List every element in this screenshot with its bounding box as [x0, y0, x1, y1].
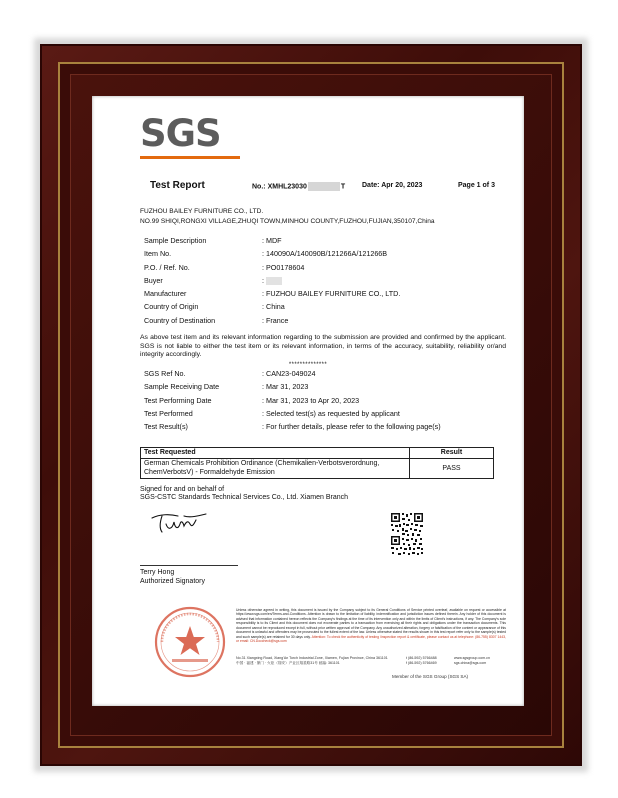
info-key: Country of Destination [144, 315, 216, 325]
result-cell: PASS [410, 459, 494, 479]
info-value: : China [262, 303, 285, 312]
report-title: Test Report [150, 180, 205, 191]
telephone: t (86-592) 5766488 [406, 656, 437, 660]
info-value: : For further details, please refer to the following page(s) [262, 423, 441, 432]
info-value: : Mar 31, 2023 to Apr 20, 2023 [262, 397, 359, 406]
branch-address [236, 656, 506, 666]
sample-info-list [144, 237, 510, 330]
applicant-block [140, 208, 435, 228]
info-row [144, 410, 510, 423]
report-page: Page 1 of 3 [458, 182, 495, 189]
info-value: : Mar 31, 2023 [262, 383, 308, 392]
company-seal-stamp [152, 604, 228, 680]
info-row [144, 237, 510, 250]
signature-line [140, 565, 238, 566]
report-date: Date: Apr 20, 2023 [362, 182, 423, 189]
document-body [92, 96, 524, 706]
info-value: : CAN23-049024 [262, 370, 316, 379]
address-chinese: 中国 · 福建 · 厦门 · 火炬（翔安）产业区翔星路31号 邮编: 361101 [236, 661, 340, 666]
info-row [144, 277, 510, 290]
info-row [144, 250, 510, 263]
sgs-member-note: Member of the SGS Group (SGS SA) [392, 674, 469, 679]
company-address: NO.99 SHIQI,RONGXI VILLAGE,ZHUQI TOWN,MINHOU COUNTY,FUZHOU,FUJIAN,350107,China [140, 217, 435, 225]
report-number-label: No.: [252, 183, 266, 191]
signatory-title: Authorized Signatory [140, 577, 205, 585]
info-key: Test Performed [144, 408, 193, 418]
signed-org: SGS-CSTC Standards Technical Services Co., Ltd. Xiamen Branch [140, 494, 349, 502]
results-header-row [141, 448, 494, 459]
info-row [144, 423, 510, 436]
info-value: : MDF [262, 237, 282, 246]
info-value: : FUZHOU BAILEY FURNITURE CO., LTD. [262, 290, 400, 299]
info-key: Item No. [144, 249, 172, 259]
info-value: : France [262, 317, 288, 326]
info-row [144, 370, 510, 383]
info-key: Manufacturer [144, 289, 187, 299]
header-result: Result [410, 448, 494, 459]
info-row [144, 317, 510, 330]
certificate-document [92, 96, 524, 706]
website: www.sgsgroup.com.cn [454, 656, 490, 660]
fine-print-text: Unless otherwise agreed in writing, this document is issued by the Company subject to its General Conditions of Service printed overleaf, available on request or accessible at https://www.sgs.com/en/Terms-and-Conditions. Attention is drawn to the limitation of liability, indemnification and jurisdiction issues defined therein. Any holder of this document is advised that information contained hereon reflects the Company's findings at the time of its intervention only and within the limits of Client's instructions, if any. The Company's sole responsibility is to its Client and this document does not exonerate parties to a transaction from exercising all their rights and obligations under the transaction documents. This document cannot be reproduced except in full, without prior written approval of the Company. Any unauthorized alteration, forgery or falsification of the content or appearance of this document is unlawful and offenders may be prosecuted to the fullest extent of the law. Unless otherwise stated the results shown in this test report refer only to the sample(s) tested and such sample(s) are retained for 30 days only. [236, 608, 506, 639]
address-english: No.31 Xiangxing Road, Xiang'An Torch Industrial Zone, Xiamen, Fujian Province, China 361101 [236, 656, 388, 660]
signatory-name: Terry Hong [140, 569, 175, 576]
handwritten-signature [150, 510, 214, 536]
info-row [144, 383, 510, 396]
info-key: Test Performing Date [144, 395, 212, 405]
redaction-mask [308, 182, 340, 191]
redaction-mask [266, 277, 282, 285]
disclaimer-paragraph: As above test item and its relevant information regarding to the submission are provided and confirmed by the applicant. SGS is not liable to either the test item or its relevant information, in terms of the accuracy, suitability, reliability or/and integrity accordingly. [140, 334, 506, 359]
fax: f (86-592) 5766469 [406, 661, 437, 666]
signed-block [140, 486, 348, 503]
report-number [252, 182, 345, 192]
info-key: Country of Origin [144, 302, 199, 312]
info-key: Buyer [144, 275, 163, 285]
email: sgs.china@sgs.com [454, 661, 487, 666]
info-key: P.O. / Ref. No. [144, 262, 190, 272]
test-requested-cell: German Chemicals Prohibition Ordinance (Chemikalien-Verbotsverordnung, ChemVerbotsV) - Formaldehyde Emission [141, 459, 410, 479]
sgs-logo: SGS [140, 112, 221, 155]
report-header [150, 180, 500, 192]
results-table [140, 447, 494, 479]
report-number-suffix: T [340, 183, 346, 191]
info-row [144, 264, 510, 277]
info-key: Sample Description [144, 236, 207, 245]
info-value: : Selected test(s) as requested by applicant [262, 410, 400, 419]
header-test-requested: Test Requested [141, 448, 410, 459]
test-info-list [144, 370, 510, 436]
authenticity-notice: Attention: To check the authenticity of testing /inspection report & certificate, please contact us at telephone: (86-755) 8307 1443, or email: CN.Doccheck@sgs.com [236, 634, 506, 643]
separator-stars: ************** [288, 362, 328, 368]
report-number-prefix: XMHL23030 [267, 183, 307, 191]
buyer-value [262, 277, 282, 286]
sgs-logo-bar [140, 156, 240, 159]
signatory-block [140, 569, 205, 587]
info-value: : 140090A/140090B/121266A/121266B [262, 250, 387, 259]
info-row [144, 397, 510, 410]
qr-code [390, 512, 424, 556]
signed-for-label: Signed for and on behalf of [140, 486, 225, 493]
company-name: FUZHOU BAILEY FURNITURE CO., LTD. [140, 208, 264, 215]
info-row [144, 290, 510, 303]
info-key: Test Result(s) [144, 422, 188, 432]
info-value: : PO0178604 [262, 264, 304, 273]
terms-fine-print [236, 608, 506, 643]
table-row [141, 459, 494, 479]
info-key: SGS Ref No. [144, 369, 186, 378]
info-key: Sample Receiving Date [144, 382, 220, 392]
info-row [144, 303, 510, 316]
